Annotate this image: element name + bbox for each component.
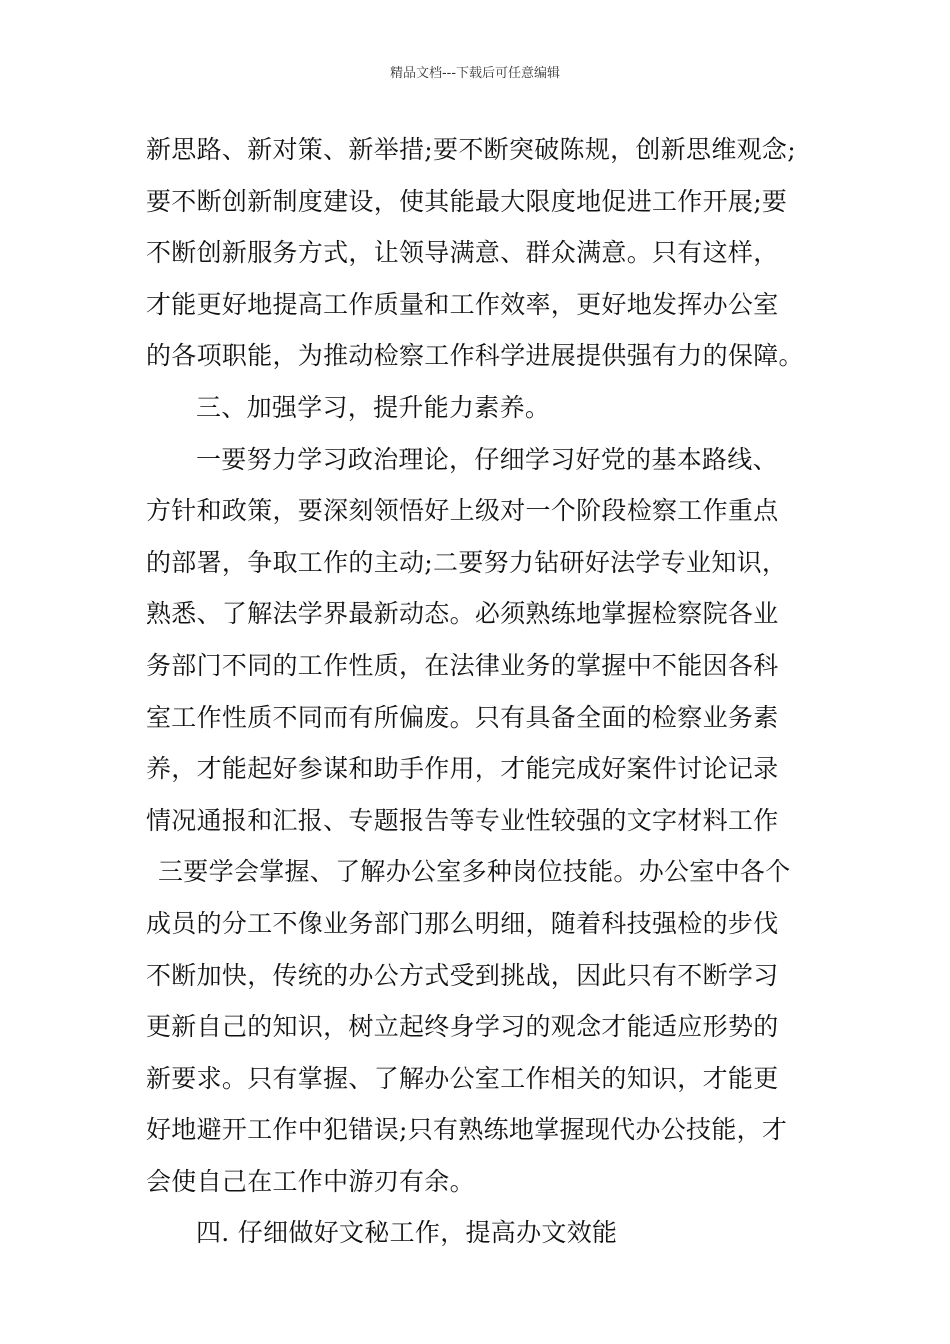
text-line: 成员的分工不像业务部门那么明细，随着科技强检的步伐 xyxy=(146,908,779,938)
text-line: 熟悉、了解法学界最新动态。必须熟练地掌握检察院各业 xyxy=(146,599,779,629)
text-line: 更新自己的知识，树立起终身学习的观念才能适应形势的 xyxy=(146,1012,779,1042)
text-line: 养，才能起好参谋和助手作用，才能完成好案件讨论记录 xyxy=(146,754,779,784)
text-line: 新要求。只有掌握、了解办公室工作相关的知识，才能更 xyxy=(146,1063,779,1093)
page-header: 精品文档---下载后可任意编辑 xyxy=(389,66,561,81)
section-heading: 三、加强学习，提升能力素养。 xyxy=(196,392,551,422)
text-line: 三要学会掌握、了解办公室多种岗位技能。办公室中各个 xyxy=(158,857,791,887)
text-line: 不断加快，传统的办公方式受到挑战，因此只有不断学习 xyxy=(146,960,779,990)
text-line: 一要努力学习政治理论，仔细学习好党的基本路线、 xyxy=(196,444,778,474)
text-line: 会使自己在工作中游刃有余。 xyxy=(146,1166,475,1196)
text-line: 室工作性质不同而有所偏废。只有具备全面的检察业务素 xyxy=(146,702,779,732)
text-line: 新思路、新对策、新举措;要不断突破陈规，创新思维观念; xyxy=(146,135,796,164)
document-body xyxy=(146,124,814,1259)
text-line: 的各项职能，为推动检察工作科学进展提供强有力的保障。 xyxy=(146,341,804,371)
text-line: 务部门不同的工作性质，在法律业务的掌握中不能因各科 xyxy=(146,650,779,680)
text-line: 的部署，争取工作的主动;二要努力钻研好法学专业知识， xyxy=(146,547,788,577)
text-line: 才能更好地提高工作质量和工作效率，更好地发挥办公室 xyxy=(146,289,779,319)
section-heading: 四. 仔细做好文秘工作，提高办文效能 xyxy=(196,1218,618,1248)
text-line: 情况通报和汇报、专题报告等专业性较强的文字材料工作 xyxy=(146,805,779,835)
text-line: 不断创新服务方式，让领导满意、群众满意。只有这样， xyxy=(146,238,779,268)
text-line: 好地避开工作中犯错误;只有熟练地掌握现代办公技能，才 xyxy=(146,1115,788,1145)
text-line: 要不断创新制度建设，使其能最大限度地促进工作开展;要 xyxy=(146,186,788,216)
text-line: 方针和政策，要深刻领悟好上级对一个阶段检察工作重点 xyxy=(146,496,779,526)
